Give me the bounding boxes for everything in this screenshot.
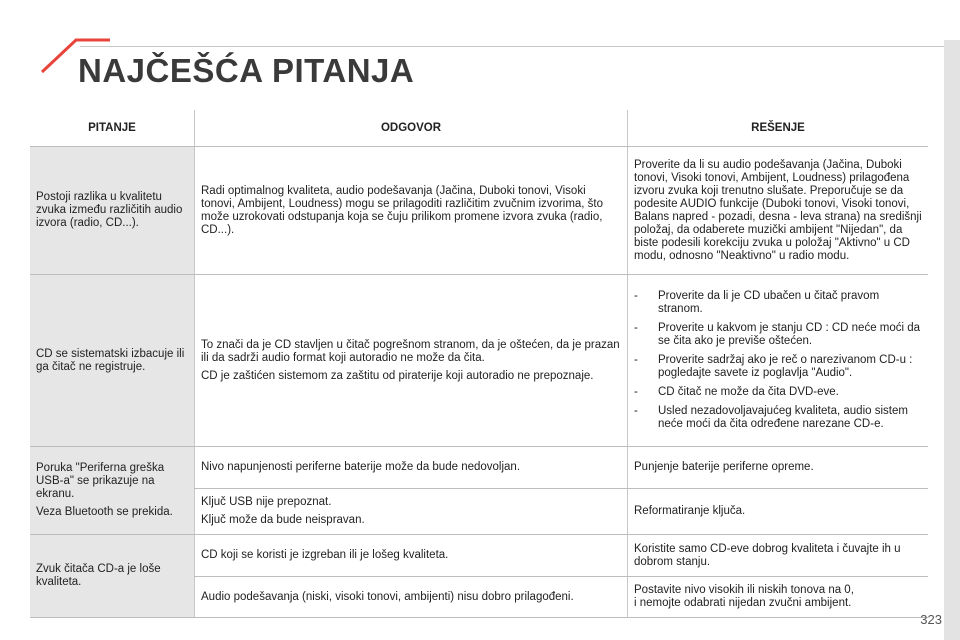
question-cell: Zvuk čitača CD-a je loše kvaliteta. (30, 535, 195, 618)
list-item (634, 290, 922, 316)
header-odgovor: ODGOVOR (195, 110, 628, 147)
bullet-dash: - (634, 354, 638, 366)
bullet-dash: - (634, 322, 638, 334)
page-title: NAJČEŠĆA PITANJA (78, 52, 415, 89)
solution-cell: Reformatiranje ključa. (628, 489, 929, 535)
side-tab (944, 40, 960, 640)
solution-cell: Punjenje baterije periferne opreme. (628, 447, 929, 489)
list-item-text: Proverite da li je CD ubačen u čitač pravom stranom. (658, 290, 880, 315)
bullet-dash: - (634, 386, 638, 398)
header-pitanje: PITANJE (30, 110, 195, 147)
solution-cell (628, 577, 929, 618)
faq-table (30, 110, 928, 618)
header-divider (80, 46, 948, 47)
question-cell: CD se sistematski izbacuje ili ga čitač ne registruje. (30, 275, 195, 447)
bullet-dash: - (634, 405, 638, 417)
solution-line: Postavite nivo visokih ili niskih tonova na 0, (634, 584, 854, 596)
table-row (30, 447, 928, 489)
list-item-text: Usled nezadovoljavajućeg kvaliteta, audio sistem neće moći da čita određene narezane CD-e. (658, 405, 908, 430)
answer-cell: Radi optimalnog kvaliteta, audio podešavanja (Jačina, Duboki tonovi, Visoki tonovi, Ambijent, Loudness) mogu se prilagoditi različitim zvučnim izvorima, što može uzrokovati odstupanja koja se čuju prilikom promene izvora zvuka (radio, CD...). (195, 147, 628, 275)
question-cell (30, 447, 195, 535)
question-cell: Postoji razlika u kvalitetu zvuka između različitih audio izvora (radio, CD...). (30, 147, 195, 275)
page-number: 323 (920, 612, 942, 627)
list-item (634, 405, 922, 431)
table-header-row (30, 110, 928, 147)
answer-paragraph: Ključ USB nije prepoznat. (201, 496, 332, 508)
question-paragraph: Veza Bluetooth se prekida. (36, 506, 173, 518)
table-row (30, 147, 928, 275)
answer-cell (195, 275, 628, 447)
solution-cell: Proverite da li su audio podešavanja (Jačina, Duboki tonovi, Visoki tonovi, Ambijent, Loudness) prilagođena izvoru zvuka koji trenutno slušate. Preporučuje se da podesite AUDIO funkcije (Duboki tonovi, Visoki tonovi, Balans napred - pozadi, desna - leva strana) na središnji položaj, da odaberete muzički ambijent "Nijedan", da biste podesili korekciju zvuka u položaj "Aktivno" u CD modu, odnosno "Neaktivno" u radio modu. (628, 147, 929, 275)
list-item-text: CD čitač ne može da čita DVD-eve. (658, 386, 839, 398)
solution-line: i nemojte odabrati nijedan zvučni ambijent. (634, 597, 852, 609)
answer-cell: Nivo napunjenosti periferne baterije može da bude nedovoljan. (195, 447, 628, 489)
header-resenje: REŠENJE (628, 110, 929, 147)
list-item-text: Proverite u kakvom je stanju CD : CD neće moći da se čita ako je previše oštećen. (658, 322, 921, 347)
answer-cell: CD koji se koristi je izgreban ili je lošeg kvaliteta. (195, 535, 628, 577)
list-item (634, 322, 922, 348)
answer-paragraph: Ključ može da bude neispravan. (201, 514, 365, 526)
bullet-dash: - (634, 290, 638, 302)
answer-cell: Audio podešavanja (niski, visoki tonovi, ambijenti) nisu dobro prilagođeni. (195, 577, 628, 618)
solution-cell (628, 275, 929, 447)
list-item (634, 354, 922, 380)
solution-list (634, 290, 922, 431)
table-row (30, 535, 928, 577)
answer-paragraph: CD je zaštićen sistemom za zaštitu od piraterije koji autoradio ne prepoznaje. (201, 369, 594, 382)
question-paragraph: Poruka "Periferna greška USB-a" se prikazuje na ekranu. (36, 462, 165, 500)
answer-cell (195, 489, 628, 535)
table-row (30, 275, 928, 447)
list-item-text: Proverite sadržaj ako je reč o narezivanom CD-u : pogledajte savete iz poglavlja "Audio". (658, 354, 913, 379)
list-item (634, 386, 922, 399)
solution-cell: Koristite samo CD-eve dobrog kvaliteta i čuvajte ih u dobrom stanju. (628, 535, 929, 577)
answer-paragraph: To znači da je CD stavljen u čitač pogrešnom stranom, da je oštećen, da je prazan ili da sadrži audio format koji autoradio ne može da čita. (201, 338, 620, 364)
